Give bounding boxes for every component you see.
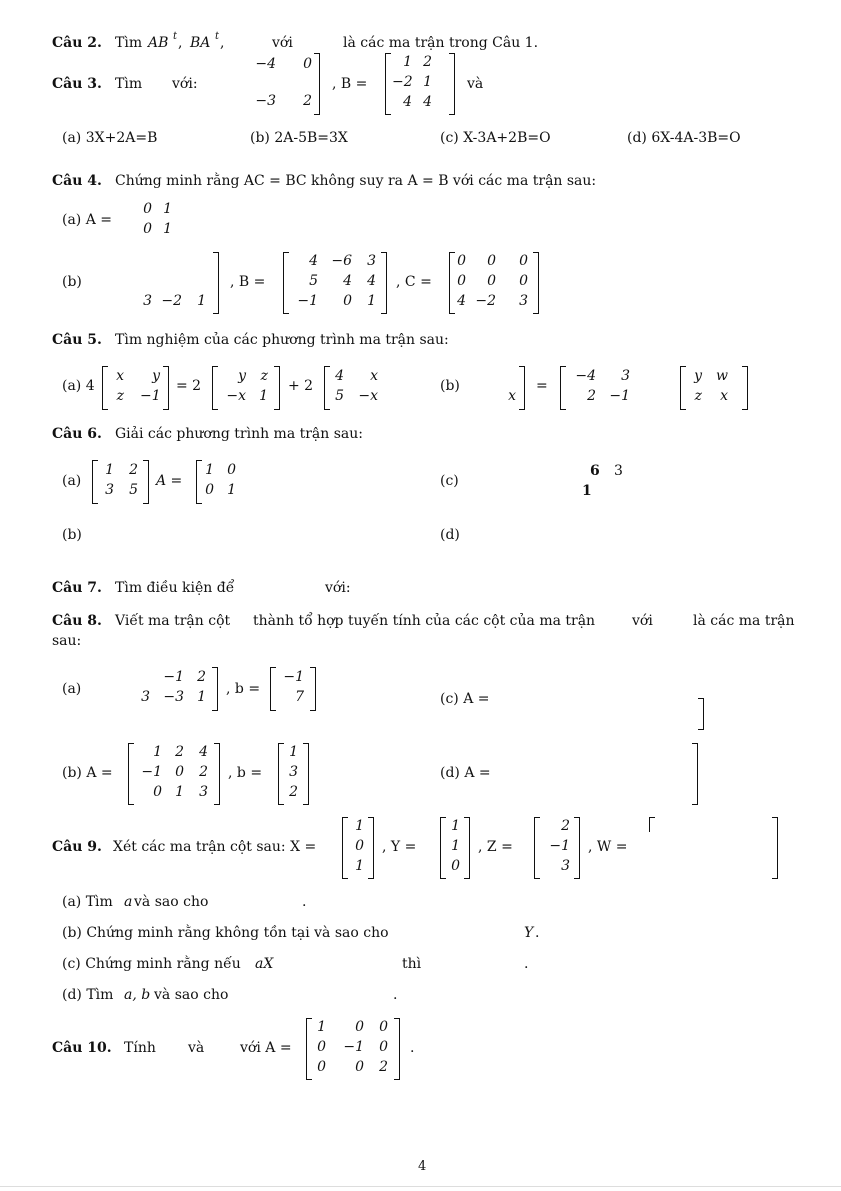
q9-W-bracket-left	[649, 817, 655, 832]
q2-text4: với	[272, 35, 293, 51]
q4-b-31: 3	[143, 293, 152, 309]
q4-B-33: 1	[367, 293, 376, 309]
q4-b-bracket-right	[213, 252, 219, 314]
q5-b-x: x	[508, 388, 516, 404]
q6-m2-12: 0	[227, 462, 236, 478]
q6-label: Câu 6.	[52, 426, 102, 442]
q10-A-32: 0	[355, 1059, 364, 1075]
q8-a-b1: −1	[283, 669, 304, 685]
q4-C-21: 0	[457, 273, 466, 289]
q9-eqZ: , Z =	[478, 839, 513, 855]
q9-Z1: 2	[561, 818, 570, 834]
q4-C-33: 3	[519, 293, 528, 309]
q9-c-text: (c) Chứng minh rằng nếu	[62, 956, 241, 972]
q4-B-12: −6	[331, 253, 352, 269]
q5-m4-11: −4	[575, 368, 596, 384]
q9-X-bracket-right	[368, 817, 374, 879]
q4-a-12: 1	[163, 201, 172, 217]
q3-label: Câu 3.	[52, 76, 102, 92]
q6-c-21: 1	[582, 483, 592, 499]
q3-text1: Tìm	[115, 76, 143, 92]
q9-d-text2: và sao cho	[154, 987, 229, 1003]
q8-b-label: (b) A =	[62, 765, 113, 781]
q4-B-31: −1	[297, 293, 318, 309]
q3-text2: với:	[172, 76, 198, 92]
q9-d-math: a, b	[124, 987, 151, 1003]
q3-and: và	[467, 76, 484, 92]
q3-B-22: 1	[423, 74, 432, 90]
q5-m1-bracket-left	[102, 366, 108, 410]
q8-a-b-bracket-left	[270, 667, 276, 711]
q8-label: Câu 8.	[52, 613, 102, 629]
q3-part-a: (a) 3X+2A=B	[62, 130, 158, 146]
q8-a-13: 2	[197, 669, 206, 685]
q6-m2-11: 1	[205, 462, 214, 478]
q9-d-text: (d) Tìm	[62, 987, 114, 1003]
q5-b-label: (b)	[440, 378, 460, 394]
q4-B-23: 4	[367, 273, 376, 289]
q5-m1-21: z	[116, 388, 124, 404]
q5-m1-22: −1	[140, 388, 161, 404]
q5-m5-bracket-right	[742, 366, 748, 410]
q4-eqC: , C =	[396, 274, 432, 290]
q5-m2-bracket-right	[274, 366, 280, 410]
q9-a-end: .	[302, 894, 307, 910]
q9-Y2: 1	[451, 838, 460, 854]
q3-B-32: 4	[423, 94, 432, 110]
q4-C-31: 4	[457, 293, 466, 309]
q9-Y-bracket-right	[464, 817, 470, 879]
q9-label: Câu 9.	[52, 839, 102, 855]
q9-Y3: 0	[451, 858, 460, 874]
q6-m1-12: 2	[129, 462, 138, 478]
q3-A-21: −3	[255, 93, 276, 109]
q6-m1-bracket-left	[92, 460, 98, 504]
q5-m5-12: w	[716, 368, 728, 384]
q10-text2: và	[188, 1040, 205, 1056]
q9-b-end: .	[535, 925, 540, 941]
q5-a-label: (a) 4	[62, 378, 95, 394]
q2-sup1: t	[173, 31, 178, 42]
q8-b-bracket-right	[214, 743, 220, 805]
q5-m5-bracket-left	[680, 366, 686, 410]
q3-part-d: (d) 6X-4A-3B=O	[627, 130, 741, 146]
q5-text: Tìm nghiệm của các phương trình ma trận sau:	[115, 332, 449, 348]
q8-text1: Viết ma trận cột	[115, 613, 231, 629]
q5-m3-12: x	[370, 368, 378, 384]
q4-b-label: (b)	[62, 274, 82, 290]
q9-eqY: , Y =	[382, 839, 417, 855]
q6-c-12: 3	[614, 463, 623, 479]
q9-c-text2: thì	[402, 956, 422, 972]
q4-C-32: −2	[475, 293, 496, 309]
q7-text2: với:	[325, 580, 351, 596]
q4-text: Chứng minh rằng AC = BC không suy ra A = B với các ma trận sau:	[115, 173, 597, 189]
q5-m5-11: y	[694, 368, 702, 384]
q6-d-label: (d)	[440, 527, 460, 543]
q6-m1-bracket-right	[143, 460, 149, 504]
q9-c-end: .	[524, 956, 529, 972]
q3-B-11: 1	[403, 54, 412, 70]
q6-m1-22: 5	[129, 482, 138, 498]
q8-text2: thành tổ hợp tuyến tính của các cột của ma trận	[253, 613, 596, 629]
q3-A-bracket-right	[314, 53, 320, 115]
q8-a-23: 1	[197, 689, 206, 705]
q9-d-end: .	[393, 987, 398, 1003]
q3-part-b: (b) 2A-5B=3X	[250, 130, 348, 146]
q4-a-21: 0	[143, 221, 152, 237]
q9-Z-bracket-right	[574, 817, 580, 879]
q9-a-math: a	[124, 894, 133, 910]
q9-b-text: (b) Chứng minh rằng không tồn tại và sao cho	[62, 925, 389, 941]
q8-b-21: −1	[141, 764, 162, 780]
q5-m1-bracket-right	[163, 366, 169, 410]
q9-b-math: Y	[524, 925, 534, 941]
q10-A-33: 2	[379, 1059, 388, 1075]
q3-A-22: 2	[303, 93, 312, 109]
q6-c-11: 6	[590, 463, 600, 479]
q3-B-12: 2	[423, 54, 432, 70]
q6-b-label: (b)	[62, 527, 82, 543]
q8-b-33: 3	[199, 784, 208, 800]
q5-m4-22: −1	[609, 388, 630, 404]
q9-eqW: , W =	[588, 839, 628, 855]
q4-C-11: 0	[457, 253, 466, 269]
q4-B-13: 3	[367, 253, 376, 269]
q5-m4-bracket-left	[560, 366, 566, 410]
q3-A-12: 0	[303, 56, 312, 72]
q8-d-label: (d) A =	[440, 765, 491, 781]
q5-m4-12: 3	[621, 368, 630, 384]
q9-Z2: −1	[549, 838, 570, 854]
q8-a-22: −3	[163, 689, 184, 705]
q8-text4: là các ma trận	[693, 613, 795, 629]
q5-m1-11: x	[116, 368, 124, 384]
q5-plus2: + 2	[288, 378, 314, 394]
q8-c-bracket-right	[698, 698, 704, 730]
q9-text: Xét các ma trận cột sau: X =	[113, 839, 317, 855]
q4-B-22: 4	[343, 273, 352, 289]
q3-A-11: −4	[255, 56, 276, 72]
q3-B-31: 4	[403, 94, 412, 110]
q5-label: Câu 5.	[52, 332, 102, 348]
q10-A-12: 0	[355, 1019, 364, 1035]
q7-label: Câu 7.	[52, 580, 102, 596]
q2-sup2: t	[215, 31, 220, 42]
q4-eqB: , B =	[230, 274, 266, 290]
q5-m2-bracket-left	[212, 366, 218, 410]
q10-A-22: −1	[343, 1039, 364, 1055]
q9-X3: 1	[355, 858, 364, 874]
q8-a-b2: 7	[295, 689, 304, 705]
q4-a-22: 1	[163, 221, 172, 237]
q5-m2-11: y	[238, 368, 246, 384]
q4-B-bracket-left	[283, 252, 289, 314]
q6-m1-11: 1	[105, 462, 114, 478]
q9-a-text2: và sao cho	[134, 894, 209, 910]
q4-C-13: 0	[519, 253, 528, 269]
q4-C-23: 0	[519, 273, 528, 289]
q9-X2: 0	[355, 838, 364, 854]
q5-m5-22: x	[720, 388, 728, 404]
page-bottom-rule	[0, 1186, 841, 1187]
q4-a-11: 0	[143, 201, 152, 217]
q6-eqA: A =	[156, 473, 183, 489]
q8-b-b-bracket-right	[303, 743, 309, 805]
q8-b-b3: 2	[289, 784, 298, 800]
q8-a-b-bracket-right	[310, 667, 316, 711]
q10-text3: với A =	[240, 1040, 292, 1056]
q10-label: Câu 10.	[52, 1040, 112, 1056]
q4-a-label: (a) A =	[62, 212, 113, 228]
page-number: 4	[418, 1159, 427, 1174]
q8-c-label: (c) A =	[440, 691, 490, 707]
q5-m2-21: −x	[226, 388, 246, 404]
q5-m3-22: −x	[358, 388, 378, 404]
q3-eqB: , B =	[332, 76, 368, 92]
q4-B-bracket-right	[381, 252, 387, 314]
q4-C-12: 0	[487, 253, 496, 269]
q8-b-32: 1	[175, 784, 184, 800]
q4-C-bracket-right	[533, 252, 539, 314]
q6-text: Giải các phương trình ma trận sau:	[115, 426, 364, 442]
q5-eq2: = 2	[176, 378, 202, 394]
q10-A-bracket-right	[394, 1018, 400, 1080]
q10-A-11: 1	[317, 1019, 326, 1035]
q9-W-bracket-right	[772, 817, 778, 879]
q2-text5: là các ma trận trong Câu 1.	[343, 35, 539, 51]
q2-text3: ,	[220, 35, 225, 51]
q6-m2-21: 0	[205, 482, 214, 498]
q9-a-text: (a) Tìm	[62, 894, 113, 910]
q8-a-b: , b =	[226, 681, 261, 697]
q9-X-bracket-left	[342, 817, 348, 879]
q4-label: Câu 4.	[52, 173, 102, 189]
q8-a-21: 3	[141, 689, 150, 705]
q3-part-c: (c) X-3A+2B=O	[440, 130, 551, 146]
q8-b-b2: 3	[289, 764, 298, 780]
q5-m5-21: z	[694, 388, 702, 404]
q4-b-32: −2	[161, 293, 182, 309]
q8-text3: với	[632, 613, 653, 629]
q9-c-math: aX	[255, 956, 274, 972]
q8-text5: sau:	[52, 633, 82, 649]
q9-X1: 1	[355, 818, 364, 834]
q9-Z3: 3	[561, 858, 570, 874]
q6-m2-22: 1	[227, 482, 236, 498]
q8-b-23: 2	[199, 764, 208, 780]
q2-m2: BA	[190, 35, 211, 51]
q6-m1-21: 3	[105, 482, 114, 498]
q8-b-b1: 1	[289, 744, 298, 760]
q5-m3-21: 5	[335, 388, 344, 404]
q8-b-11: 1	[153, 744, 162, 760]
q8-b-22: 0	[175, 764, 184, 780]
q8-b-13: 4	[199, 744, 208, 760]
q4-C-22: 0	[487, 273, 496, 289]
q6-a-label: (a)	[62, 473, 82, 489]
q8-b-31: 0	[153, 784, 162, 800]
q8-a-12: −1	[163, 669, 184, 685]
q5-b-eq: =	[536, 378, 548, 394]
q9-Y1: 1	[451, 818, 460, 834]
q2-text2: ,	[178, 35, 183, 51]
q10-A-21: 0	[317, 1039, 326, 1055]
q4-B-32: 0	[343, 293, 352, 309]
q5-m2-12: z	[260, 368, 268, 384]
q5-m4-21: 2	[587, 388, 596, 404]
q2-label: Câu 2.	[52, 35, 102, 51]
q8-b-12: 2	[175, 744, 184, 760]
q5-m1-12: y	[152, 368, 160, 384]
q8-b-b: , b =	[228, 765, 263, 781]
q5-m2-22: 1	[259, 388, 268, 404]
q5-m3-11: 4	[335, 368, 344, 384]
q3-B-21: −2	[392, 74, 413, 90]
q4-B-11: 4	[309, 253, 318, 269]
q3-B-bracket-right	[449, 53, 455, 115]
q3-B-bracket-left	[385, 53, 391, 115]
q10-A-13: 0	[379, 1019, 388, 1035]
q2-text1: Tìm	[115, 35, 143, 51]
q10-A-31: 0	[317, 1059, 326, 1075]
q10-end: .	[410, 1040, 415, 1056]
q10-text1: Tính	[124, 1040, 156, 1056]
q8-a-label: (a)	[62, 681, 82, 697]
q4-B-21: 5	[309, 273, 318, 289]
q5-b-bracket-right	[519, 366, 525, 410]
q6-c-label: (c)	[440, 473, 459, 489]
q8-a-bracket-right	[212, 667, 218, 711]
q4-b-33: 1	[197, 293, 206, 309]
q2-m1: AB	[148, 35, 169, 51]
q8-d-bracket-right	[692, 743, 698, 805]
q10-A-23: 0	[379, 1039, 388, 1055]
q7-text1: Tìm điều kiện để	[115, 580, 235, 596]
